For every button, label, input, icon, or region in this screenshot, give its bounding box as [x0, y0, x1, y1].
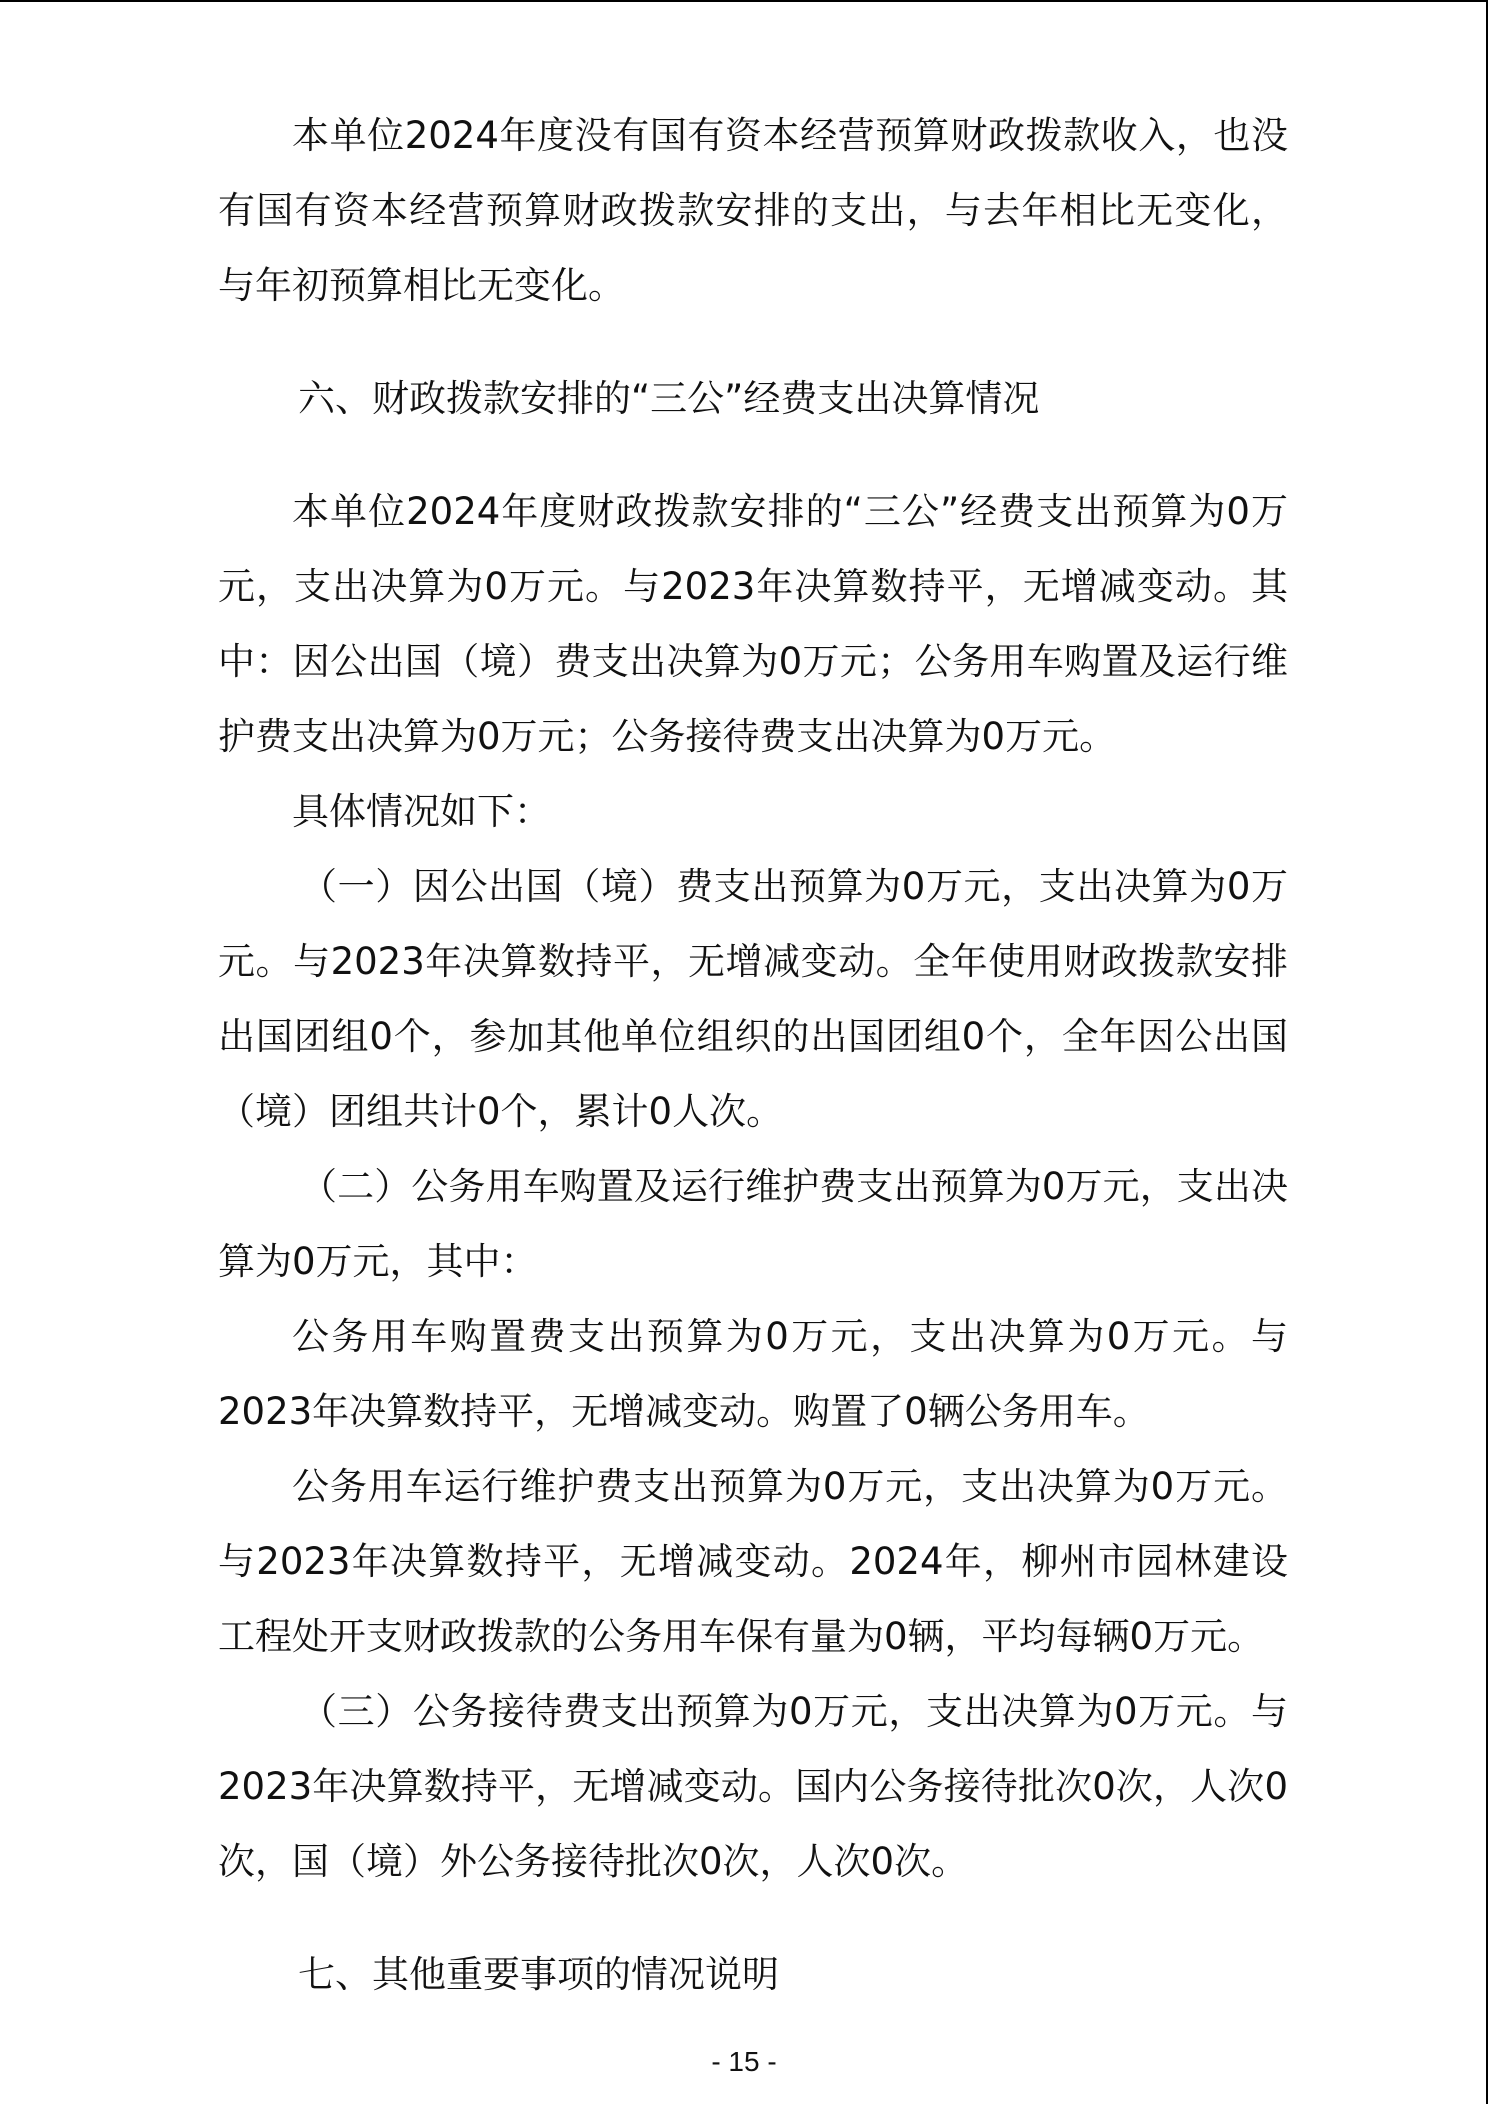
section-heading-six: 六、财政拨款安排的“三公”经费支出决算情况 [298, 377, 1040, 420]
document-body [218, 98, 1288, 2012]
paragraph-vehicle-maintenance: 公务用车运行维护费支出预算为0万元，支出决算为0万元。与2023年决算数持平，无增减变动。2024年，柳州市园林建设工程处开支财政拨款的公务用车保有量为0辆，平均每辆0万元。 [218, 1465, 1288, 1658]
page-number: - 15 - [711, 2046, 777, 2077]
paragraph-vehicle-purchase: 公务用车购置费支出预算为0万元，支出决算为0万元。与2023年决算数持平，无增减变动。购置了0辆公务用车。 [218, 1315, 1288, 1433]
paragraph-item-two: （二）公务用车购置及运行维护费支出预算为0万元，支出决算为0万元，其中： [218, 1165, 1288, 1283]
section-heading-seven: 七、其他重要事项的情况说明 [298, 1953, 779, 1996]
paragraph-item-three: （三）公务接待费支出预算为0万元，支出决算为0万元。与2023年决算数持平，无增减变动。国内公务接待批次0次，人次0次，国（境）外公务接待批次0次，人次0次。 [218, 1690, 1288, 1883]
paragraph-item-one: （一）因公出国（境）费支出预算为0万元，支出决算为0万元。与2023年决算数持平，无增减变动。全年使用财政拨款安排出国团组0个，参加其他单位组织的出国团组0个，全年因公出国（境）团组共计0个，累计0人次。 [218, 865, 1288, 1133]
paragraph-three-public-summary: 本单位2024年度财政拨款安排的“三公”经费支出预算为0万元，支出决算为0万元。与2023年决算数持平，无增减变动。其中：因公出国（境）费支出决算为0万元；公务用车购置及运行维护费支出决算为0万元；公务接待费支出决算为0万元。 [218, 490, 1288, 758]
paragraph-detail-intro: 具体情况如下： [292, 790, 551, 833]
paragraph-state-capital: 本单位2024年度没有国有资本经营预算财政拨款收入，也没有国有资本经营预算财政拨款安排的支出，与去年相比无变化，与年初预算相比无变化。 [218, 114, 1288, 307]
